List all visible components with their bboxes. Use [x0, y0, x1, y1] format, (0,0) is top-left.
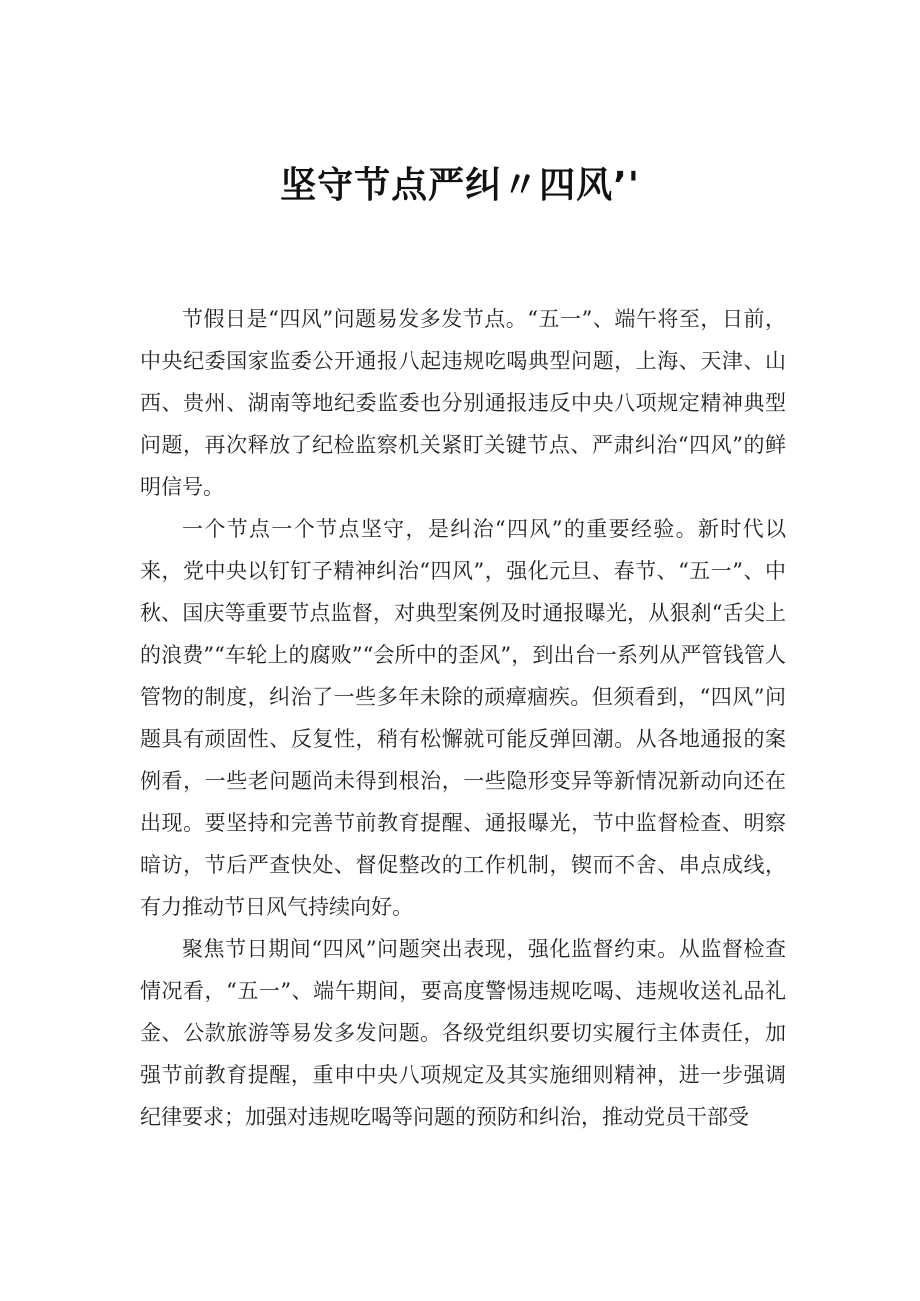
document-title: 坚守节点严纠〃四风’' — [280, 165, 640, 206]
paragraph-3: 聚焦节日期间“四风”问题突出表现，强化监督约束。从监督检查情况看，“五一”、端午期间，要高度警惕违规吃喝、违规收送礼品礼金、公款旅游等易发多发问题。各级党组织要切实履行主体责任，加强节前教育提醒，重申中央八项规定及其实施细则精神，进一步强调纪律要求；加强对违规吃喝等问题的预防和纠治，推动党员干部受 — [140, 937, 786, 1129]
document-body — [140, 298, 786, 1138]
paragraph-2: 一个节点一个节点坚守，是纠治“四风”的重要经验。新时代以来，党中央以钉钉子精神纠治“四风”，强化元旦、春节、“五一”、中秋、国庆等重要节点监督，对典型案例及时通报曝光，从狠刹“舌尖上的浪费”“车轮上的腐败”“会所中的歪风”，到出台一系列从严管钱管人管物的制度，纠治了一些多年未除的顽瘴痼疾。但须看到，“四风”问题具有顽固性、反复性，稍有松懈就可能反弹回潮。从各地通报的案例看，一些老问题尚未得到根治，一些隐形变异等新情况新动向还在出现。要坚持和完善节前教育提醒、通报曝光，节中监督检查、明察暗访，节后严查快处、督促整改的工作机制，锲而不舍、串点成线，有力推动节日风气持续向好。 — [140, 517, 786, 919]
paragraph-1: 节假日是“四风”问题易发多发节点。“五一”、端午将至，日前，中央纪委国家监委公开通报八起违规吃喝典型问题，上海、天津、山西、贵州、湖南等地纪委监委也分别通报违反中央八项规定精神典型问题，再次释放了纪检监察机关紧盯关键节点、严肃纠治“四风”的鲜明信号。 — [140, 307, 786, 499]
